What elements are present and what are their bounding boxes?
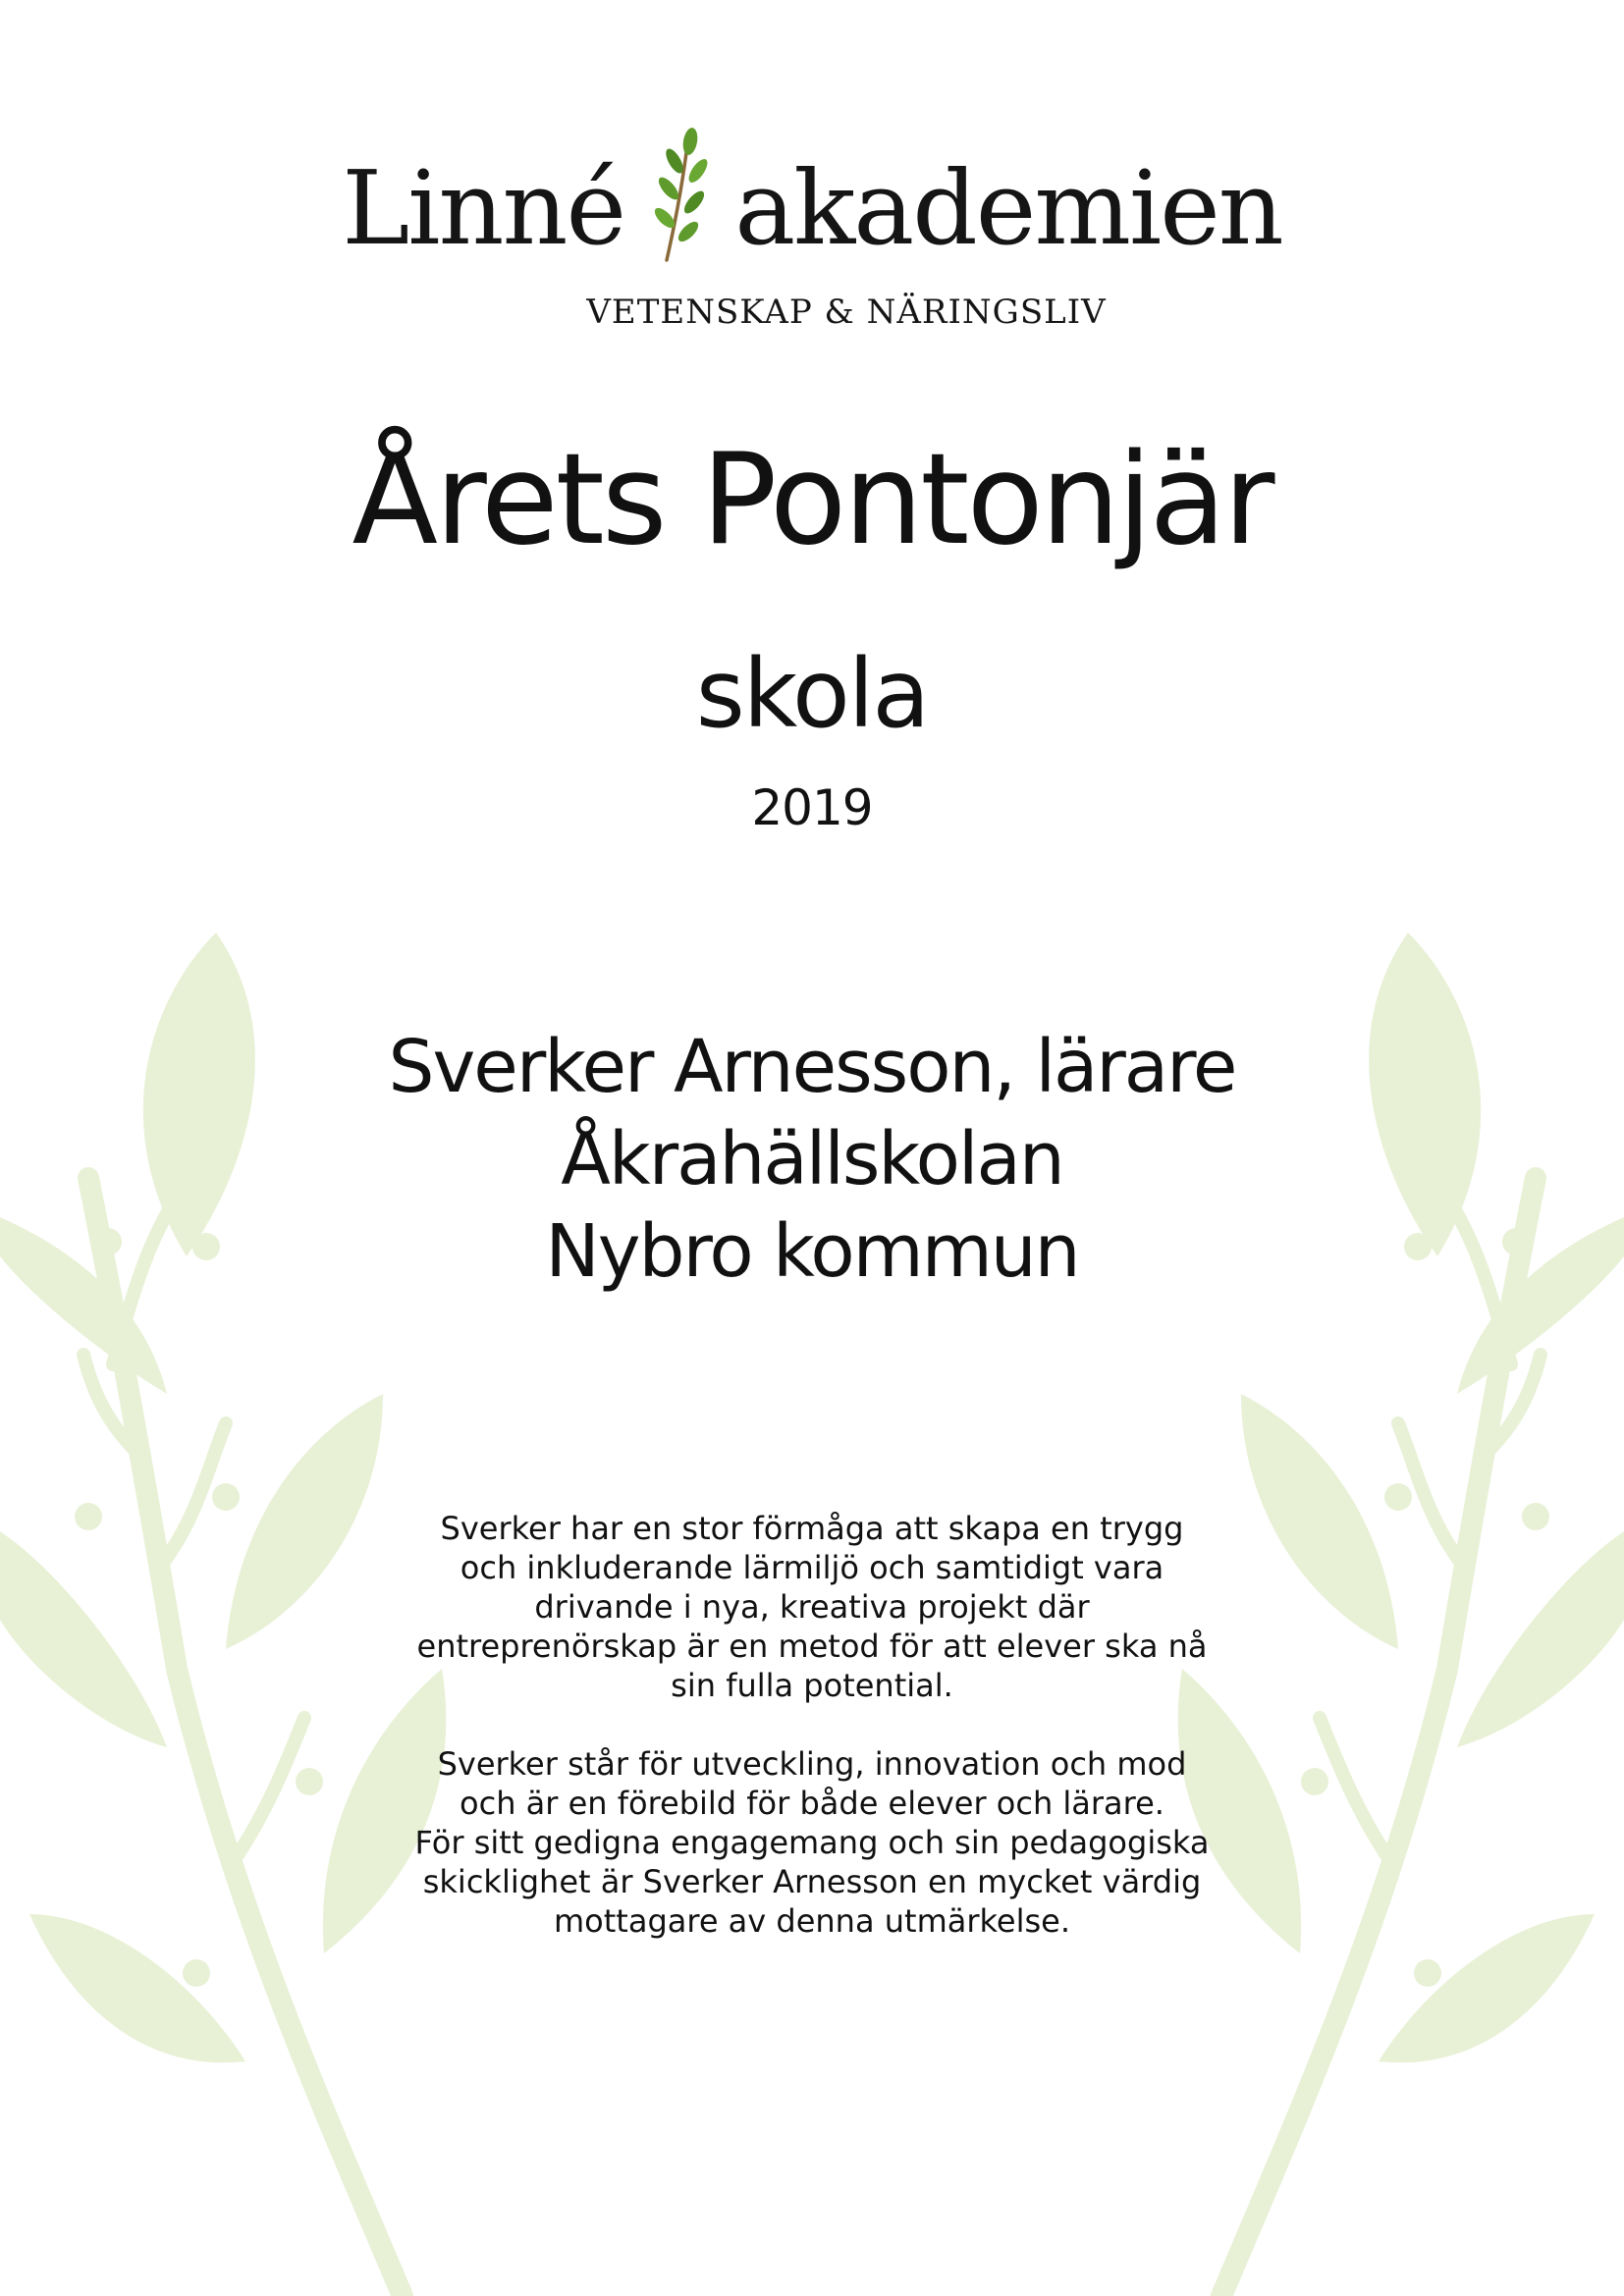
text-line: För sitt gedigna engagemang och sin pedagogiska	[414, 1824, 1210, 1861]
recipient-name-role: Sverker Arnesson, lärare	[388, 1025, 1236, 1109]
olive-branch-icon	[649, 128, 710, 265]
text-line: och är en förebild för både elever och lärare.	[460, 1785, 1164, 1822]
text-line: mottagare av denna utmärkelse.	[553, 1902, 1070, 1940]
text-line: entreprenörskap är en metod för att elever ska nå	[416, 1628, 1208, 1665]
award-category: skola	[695, 639, 929, 749]
logo	[0, 128, 1624, 332]
text-line: och inkluderande lärmiljö och samtidigt vara	[460, 1549, 1164, 1586]
recipient-school: Åkrahällskolan	[561, 1117, 1063, 1201]
logo-wordmark	[0, 128, 1624, 268]
text-line: drivande i nya, kreativa projekt där	[534, 1588, 1090, 1626]
recipient-municipality: Nybro kommun	[545, 1209, 1079, 1294]
logo-name-right: akademien	[734, 148, 1282, 268]
motivation-text	[370, 1509, 1254, 1980]
motivation-paragraph-2	[370, 1744, 1254, 1941]
award-title: Årets Pontonjär	[352, 427, 1272, 573]
logo-name-left: Linné	[342, 148, 625, 268]
text-line: sin fulla potential.	[671, 1667, 953, 1704]
motivation-paragraph-1	[370, 1509, 1254, 1705]
logo-tagline: VETENSKAP & NÄRINGSLIV	[586, 293, 1107, 332]
recipient-block	[0, 1021, 1624, 1298]
award-year: 2019	[751, 779, 873, 836]
text-line: skicklighet är Sverker Arnesson en mycket värdig	[422, 1863, 1202, 1900]
text-line: Sverker har en stor förmåga att skapa en trygg	[440, 1510, 1184, 1547]
text-line: Sverker står för utveckling, innovation och mod	[437, 1745, 1187, 1783]
